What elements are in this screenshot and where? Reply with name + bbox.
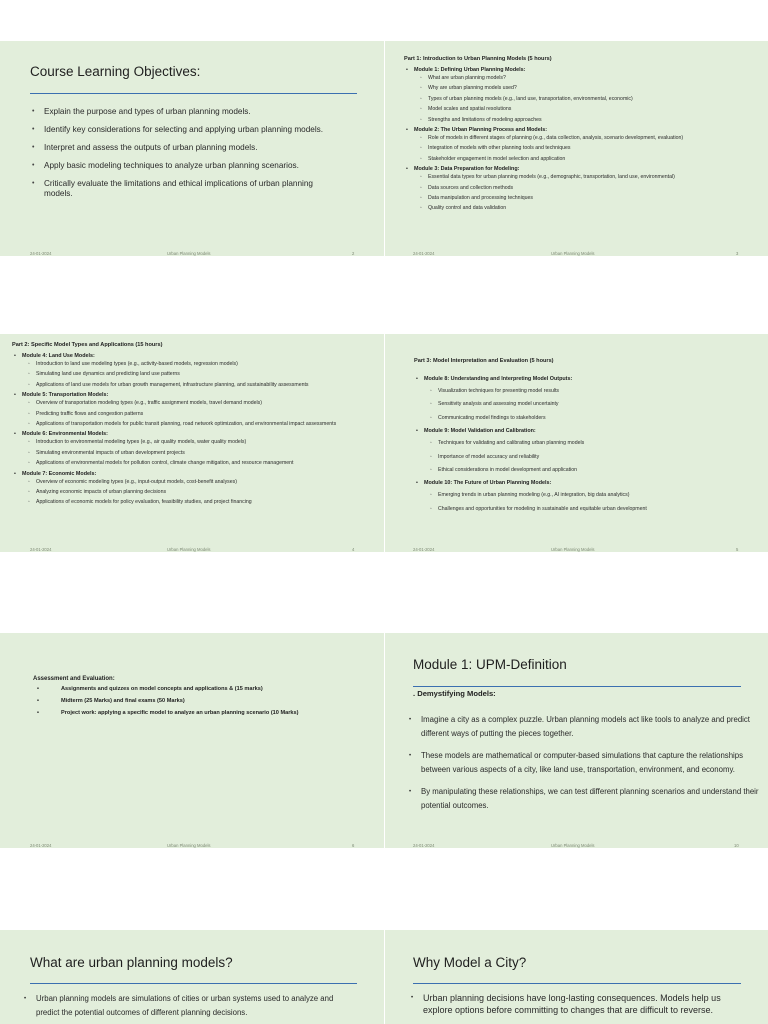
list-item: • Midterm (25 Marks) and final exams (50 Marks) — [33, 698, 373, 704]
module-item: ◦ Model scales and spatial resolutions — [404, 106, 759, 112]
slide-title: Module 1: UPM-Definition — [413, 657, 567, 672]
slide-part3 — [385, 334, 768, 552]
module-item: ◦ Integration of models with other planning tools and techniques — [404, 145, 759, 151]
title-rule — [30, 983, 357, 984]
footer-date: 24-01-2024 — [413, 251, 435, 256]
module-item: ◦ Techniques for validating and calibrating urban planning models — [414, 440, 754, 446]
module-heading: • Module 2: The Urban Planning Process and Models: — [404, 127, 759, 133]
footer-date: 24-01-2024 — [30, 251, 52, 256]
part-title: Part 1: Introduction to Urban Planning Models (5 hours) — [404, 56, 552, 62]
module-item: ◦ Communicating model findings to stakeholders — [414, 415, 754, 421]
module-item: ◦ Ethical considerations in model development and application — [414, 467, 754, 473]
footer-center: Urban Planning Models — [167, 843, 211, 848]
module-heading: • Module 8: Understanding and Interpreting Model Outputs: — [414, 376, 754, 382]
module-item: ◦ Why are urban planning models used? — [404, 85, 759, 91]
module-item: ◦ Introduction to environmental modeling types (e.g., air quality models, water quality models) — [12, 439, 378, 445]
slide-title: Why Model a City? — [413, 955, 527, 970]
module-item: ◦ Emerging trends in urban planning modeling (e.g., AI integration, big data analytics) — [414, 492, 754, 498]
module-item: ◦ Challenges and opportunities for modeling in sustainable and equitable urban development — [414, 506, 754, 512]
module-item: ◦ Essential data types for urban planning models (e.g., demographic, transportation, land use, environmental) — [404, 174, 759, 180]
module-item: ◦ Analyzing economic impacts of urban planning decisions — [12, 489, 378, 495]
footer-center: Urban Planning Models — [551, 843, 595, 848]
list-item: • Identify key considerations for selecting and applying urban planning models. — [30, 125, 330, 135]
lead-text: . Demystifying Models: — [413, 689, 496, 698]
module-item: ◦ Stakeholder engagement in model selection and application — [404, 156, 759, 162]
module-item: ◦ Data manipulation and processing techniques — [404, 195, 759, 201]
module-heading: • Module 7: Economic Models: — [12, 471, 378, 477]
slide-objectives — [0, 41, 384, 256]
slide-what-are-models — [0, 930, 384, 1024]
title-rule — [413, 983, 741, 984]
slide-why-model — [385, 930, 768, 1024]
module-heading: • Module 9: Model Validation and Calibration: — [414, 428, 754, 434]
content-list — [403, 992, 748, 1024]
title-rule — [413, 686, 741, 687]
module-heading: • Module 4: Land Use Models: — [12, 353, 378, 359]
module-heading: • Module 5: Transportation Models: — [12, 392, 378, 398]
slide-part1 — [385, 41, 768, 256]
slide-module1-definition — [385, 633, 768, 848]
content-list — [16, 992, 356, 1024]
footer-date: 24-01-2024 — [413, 547, 435, 552]
footer-page: 6 — [352, 843, 355, 848]
footer-center: Urban Planning Models — [551, 251, 595, 256]
list-item: • Urban planning models are simulations of cities or urban systems used to analyze and predict the potential outcomes of different planning decisions. — [16, 992, 356, 1020]
list-item: • Urban planning decisions have long-lasting consequences. Models help us explore options before committing to changes that are difficult to reverse. — [403, 992, 748, 1016]
module-heading: • Module 1: Defining Urban Planning Models: — [404, 67, 759, 73]
list-item: • These models are mathematical or computer-based simulations that capture the relationships between various aspects of a city, like land use, transportation, environment, and economy. — [401, 749, 761, 777]
footer-page: 10 — [734, 843, 739, 848]
part-outline — [12, 342, 378, 510]
list-item: • Interpret and assess the outputs of urban planning models. — [30, 143, 330, 153]
objectives-list — [30, 107, 330, 207]
title-rule — [30, 93, 357, 94]
assessment-title: Assessment and Evaluation: — [33, 676, 115, 682]
module-heading: • Module 6: Environmental Models: — [12, 431, 378, 437]
module-item: ◦ Sensitivity analysis and assessing model uncertainty — [414, 401, 754, 407]
definition-list — [401, 713, 761, 821]
module-item: ◦ Quality control and data validation — [404, 205, 759, 211]
part-title: Part 3: Model Interpretation and Evaluation (5 hours) — [414, 358, 554, 364]
footer-date: 24-01-2024 — [413, 843, 435, 848]
module-item: ◦ Simulating land use dynamics and predicting land use patterns — [12, 371, 378, 377]
part-title: Part 2: Specific Model Types and Applications (15 hours) — [12, 342, 163, 348]
slide-title: What are urban planning models? — [30, 955, 233, 970]
module-item: ◦ Applications of economic models for policy evaluation, feasibility studies, and project financing — [12, 499, 378, 505]
list-item: • Apply basic modeling techniques to analyze urban planning scenarios. — [30, 161, 330, 171]
module-item: ◦ Introduction to land use modeling types (e.g., activity-based models, regression models) — [12, 361, 378, 367]
module-item: ◦ Simulating environmental impacts of urban development projects — [12, 450, 378, 456]
footer-page: 4 — [352, 547, 355, 552]
list-item: • Imagine a city as a complex puzzle. Urban planning models act like tools to analyze and predict different ways of putting the pieces together. — [401, 713, 761, 741]
list-item: • Explain the purpose and types of urban planning models. — [30, 107, 330, 117]
slide-assessment — [0, 633, 384, 848]
module-item: ◦ Predicting traffic flows and congestion patterns — [12, 411, 378, 417]
footer-date: 24-01-2024 — [30, 843, 52, 848]
module-item: ◦ Applications of land use models for urban growth management, infrastructure planning, and sustainability assessments — [12, 382, 378, 388]
footer-page: 5 — [736, 547, 739, 552]
module-item: ◦ Types of urban planning models (e.g., land use, transportation, environmental, economic) — [404, 96, 759, 102]
module-item: ◦ Applications of environmental models for pollution control, climate change mitigation, and resource management — [12, 460, 378, 466]
module-item: ◦ Visualization techniques for presenting model results — [414, 388, 754, 394]
footer-center: Urban Planning Models — [167, 547, 211, 552]
assessment-list — [33, 686, 373, 716]
list-item: • By manipulating these relationships, we can test different planning scenarios and understand their potential outcomes. — [401, 785, 761, 813]
footer-date: 24-01-2024 — [30, 547, 52, 552]
part-outline — [404, 56, 759, 216]
footer-page: 3 — [736, 251, 739, 256]
module-item: ◦ Importance of model accuracy and reliability — [414, 454, 754, 460]
footer-center: Urban Planning Models — [167, 251, 211, 256]
footer-page: 2 — [352, 251, 355, 256]
slide-title: Course Learning Objectives: — [30, 64, 201, 79]
module-item: ◦ Data sources and collection methods — [404, 185, 759, 191]
slide-part2 — [0, 334, 384, 552]
module-item: ◦ Strengths and limitations of modeling approaches — [404, 117, 759, 123]
part-outline — [414, 358, 754, 519]
module-heading: • Module 3: Data Preparation for Modeling: — [404, 166, 759, 172]
module-heading: • Module 10: The Future of Urban Planning Models: — [414, 480, 754, 486]
list-item: • Project work: applying a specific model to analyze an urban planning scenario (10 Marks) — [33, 710, 373, 716]
assessment-block — [33, 676, 373, 722]
module-item: ◦ What are urban planning models? — [404, 75, 759, 81]
footer-center: Urban Planning Models — [551, 547, 595, 552]
module-item: ◦ Role of models in different stages of planning (e.g., data collection, analysis, scenario development, evaluation) — [404, 135, 759, 141]
module-item: ◦ Applications of transportation models for public transit planning, road network optimization, and environmental impact assessments — [12, 421, 378, 427]
list-item: • Assignments and quizzes on model concepts and applications & (15 marks) — [33, 686, 373, 692]
module-item: ◦ Overview of transportation modeling types (e.g., traffic assignment models, travel demand models) — [12, 400, 378, 406]
list-item: • Critically evaluate the limitations and ethical implications of urban planning models. — [30, 179, 330, 199]
module-item: ◦ Overview of economic modeling types (e.g., input-output models, cost-benefit analyses) — [12, 479, 378, 485]
